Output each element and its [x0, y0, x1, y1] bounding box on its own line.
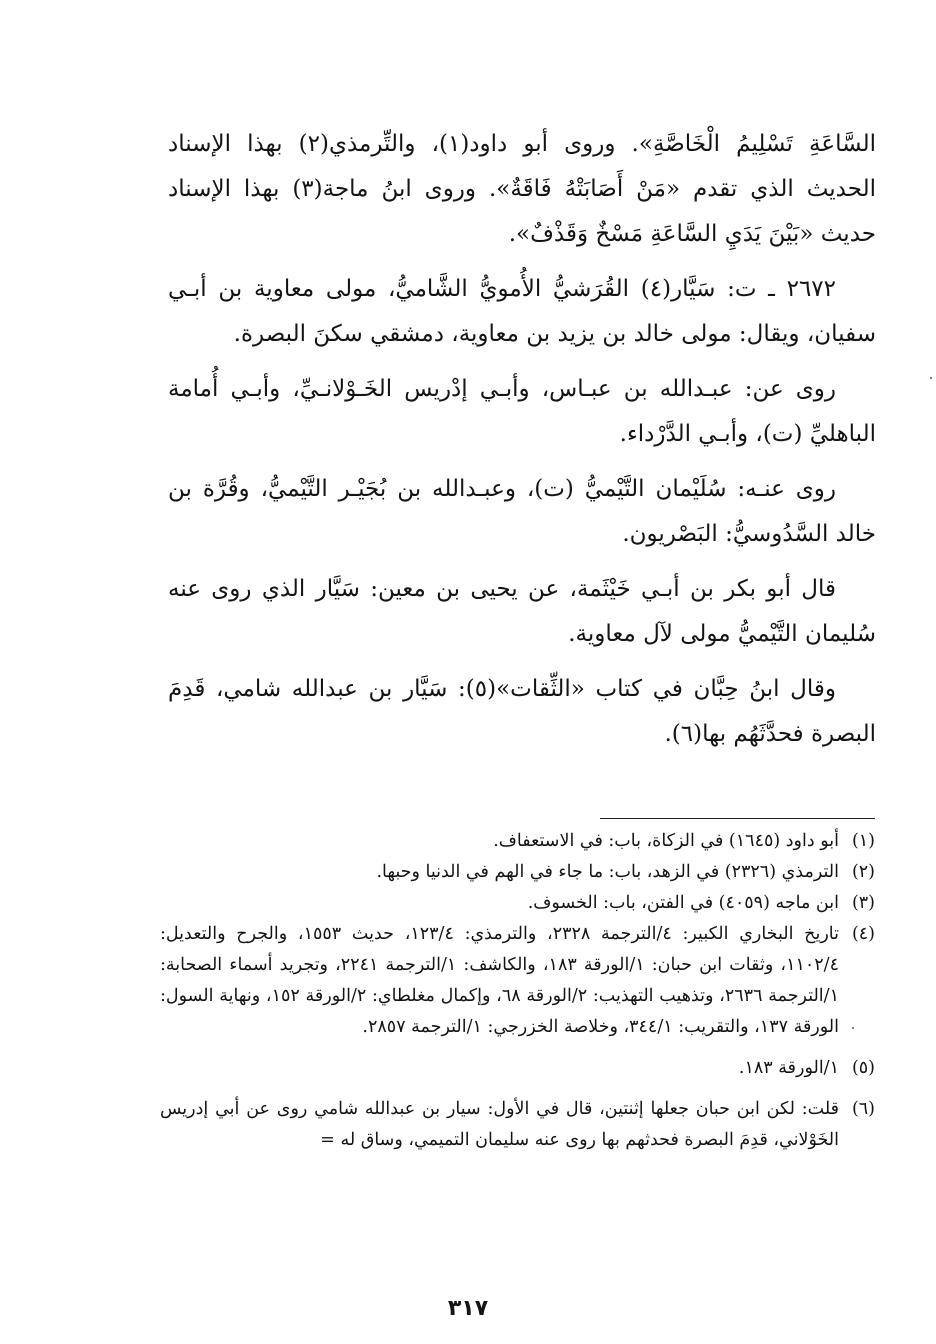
- main-text: [168, 122, 876, 767]
- footnote: [160, 1094, 875, 1156]
- footnote: [160, 919, 875, 1043]
- footnote: [160, 857, 875, 888]
- scan-speck: [930, 377, 932, 379]
- footnote-number: (٣): [851, 893, 875, 913]
- footnote: [160, 826, 875, 857]
- paragraph: قال أبو بكر بن أبـي خَيْثَمة، عن يحيى بن معين: سَيَّار الذي روى عنه سُليمان التَّيْميُّ مولى لآل معاوية.: [168, 576, 876, 647]
- footnote-number: (٦): [851, 1099, 875, 1119]
- footnote-number: (١): [851, 831, 875, 851]
- footnote-text: أبو داود (١٦٤٥) في الزكاة، باب: في الاستعفاف.: [493, 831, 839, 851]
- footnote-number: (٤): [851, 924, 875, 944]
- footnote-divider: [600, 818, 875, 819]
- paragraph: روى عنـه: سُلَيْمان التَّيْميُّ (ت)، وعبـدالله بن بُجَيْـر التَّيْميُّ، وقُرَّة بن خالد السَّدُوسيُّ: البَصْريون.: [168, 476, 876, 547]
- footnote-text: قلت: لكن ابن حبان جعلها إثنتين، قال في الأول: سيار بن عبدالله شامي روى عن أبي إدريس الخَوْلاني، قدِمَ البصرة فحدثهم بها روى عنه سليمان التميمي، وساق له =: [160, 1099, 839, 1150]
- footnote-number: (٥): [851, 1058, 875, 1078]
- footnote-number: (٢): [851, 862, 875, 882]
- footnote: [160, 1053, 875, 1084]
- footnote-text: ١/الورقة ١٨٣.: [738, 1058, 839, 1078]
- paragraph: وقال ابنُ حِبَّان في كتاب «الثِّقات»(٥): سَيَّار بن عبدالله شامي، قَدِمَ البصرة فحدَّثَهُم بها(٦).: [168, 676, 876, 747]
- paragraph: روى عن: عبـدالله بن عبـاس، وأبـي إدْريس الخَـوْلانـيِّ، وأبـي أُمامة الباهليِّ (ت)، وأبـي الدَّرْداء.: [168, 376, 876, 447]
- footnote: [160, 888, 875, 919]
- footnote-text: تاريخ البخاري الكبير: ٤/الترجمة ٢٣٢٨، والترمذي: ١٢٣/٤، حديث ١٥٥٣، والجرح والتعديل: ١١٠٢/٤، وثقات ابن حبان: ١/الورقة ١٨٣، والكاشف: ١/الترجمة ٢٢٤١، وتجريد أسماء الصحابة: ١/الترجمة ٢٦٣٦، وتذهيب التهذيب: ٢/الورقة ٦٨، وإكمال مغلطاي: ٢/الورقة ١٥٢، ونهاية السول: الورقة ١٣٧، والتقريب: ٣٤٤/١، وخلاصة الخزرجي: ١/الترجمة ٢٨٥٧.: [160, 924, 839, 1037]
- footnotes: [160, 826, 875, 1166]
- paragraph: السَّاعَةِ تَسْلِيمُ الْخَاصَّةِ». وروى أبو داود(١)، والتِّرمذي(٢) بهذا الإسناد الحديث الذي تقدم «مَنْ أَصَابَتْهُ فَاقَةٌ». وروى ابنُ ماجة(٣) بهذا الإسناد حديث «بَيْنَ يَدَيِ السَّاعَةِ مَسْخٌ وَقَذْفٌ».: [168, 131, 877, 247]
- footnote-text: ابن ماجه (٤٠٥٩) في الفتن، باب: الخسوف.: [527, 893, 839, 913]
- footnote-text: الترمذي (٢٣٢٦) في الزهد، باب: ما جاء في الهم في الدنيا وحبها.: [376, 862, 839, 882]
- paragraph: ٢٦٧٢ ـ ت: سَيَّار(٤) القُرَشيُّ الأُمويُّ الشَّاميُّ، مولى معاوية بن أبـي سفيان، ويقال: مولى خالد بن يزيد بن معاوية، دمشقي سكنَ البصرة.: [168, 276, 876, 347]
- page-number: ٣١٧: [447, 1296, 489, 1321]
- scan-speck: [852, 1027, 854, 1029]
